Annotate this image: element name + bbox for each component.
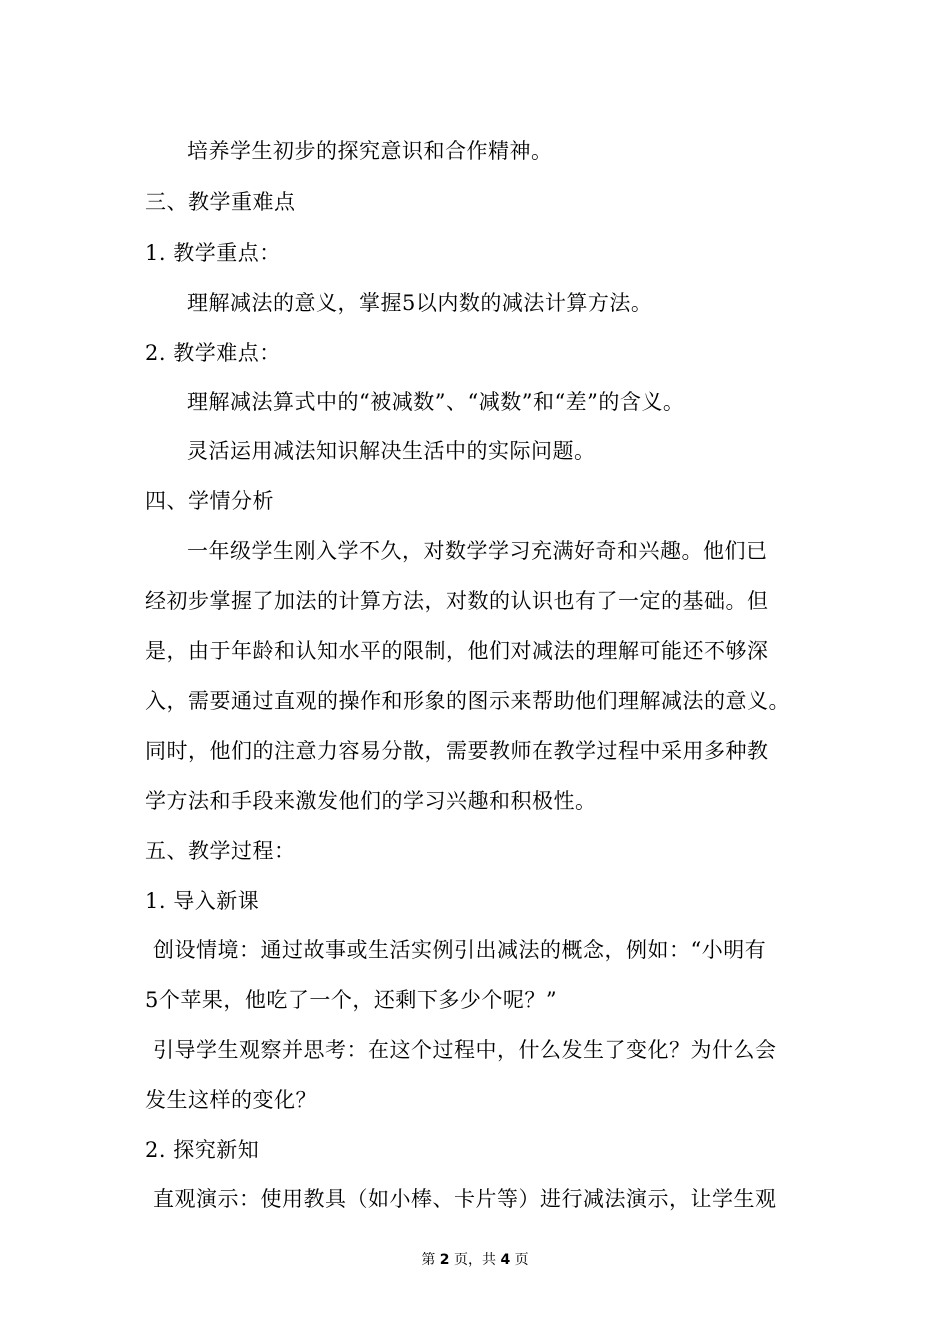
paragraph-line: 理解减法的意义，掌握5以内数的减法计算方法。 bbox=[187, 291, 653, 315]
subsection-heading: 2. 探究新知 bbox=[145, 1138, 260, 1162]
paragraph-line: 直观演示：使用教具（如小棒、卡片等）进行减法演示，让学生观 bbox=[153, 1187, 777, 1211]
current-page-number: 2 bbox=[439, 1252, 450, 1268]
paragraph-line: 同时，他们的注意力容易分散，需要教师在教学过程中采用多种教 bbox=[145, 739, 769, 763]
subsection-heading: 1. 教学重点： bbox=[145, 241, 281, 265]
paragraph-line: 一年级学生刚入学不久，对数学学习充满好奇和兴趣。他们已 bbox=[187, 539, 768, 563]
paragraph-line: 发生这样的变化？ bbox=[145, 1088, 317, 1112]
section-heading: 四、学情分析 bbox=[145, 489, 274, 513]
paragraph-line: 创设情境：通过故事或生活实例引出减法的概念，例如：“小明有 bbox=[153, 938, 767, 962]
paragraph-line: 5个苹果，他吃了一个，还剩下多少个呢？” bbox=[145, 988, 558, 1012]
paragraph-line: 入，需要通过直观的操作和形象的图示来帮助他们理解减法的意义。 bbox=[145, 689, 790, 713]
paragraph-line: 引导学生观察并思考：在这个过程中，什么发生了变化？为什么会 bbox=[153, 1038, 777, 1062]
paragraph-line: 学方法和手段来激发他们的学习兴趣和积极性。 bbox=[145, 789, 597, 813]
paragraph-line: 培养学生初步的探究意识和合作精神。 bbox=[187, 139, 553, 163]
subsection-heading: 1. 导入新课 bbox=[145, 889, 260, 913]
paragraph-line: 是，由于年龄和认知水平的限制，他们对减法的理解可能还不够深 bbox=[145, 639, 769, 663]
section-heading: 三、教学重难点 bbox=[145, 190, 296, 214]
page-footer bbox=[0, 1250, 950, 1270]
paragraph-line: 理解减法算式中的“被减数”、“减数”和“差”的含义。 bbox=[187, 390, 685, 414]
footer-suffix: 页 bbox=[514, 1252, 529, 1268]
footer-mid: 页，共 bbox=[454, 1252, 496, 1268]
section-heading: 五、教学过程： bbox=[145, 839, 296, 863]
footer-prefix: 第 bbox=[421, 1252, 436, 1268]
total-page-count: 4 bbox=[500, 1252, 511, 1268]
paragraph-line: 经初步掌握了加法的计算方法，对数的认识也有了一定的基础。但 bbox=[145, 589, 769, 613]
paragraph-line: 灵活运用减法知识解决生活中的实际问题。 bbox=[187, 439, 596, 463]
subsection-heading: 2. 教学难点： bbox=[145, 341, 281, 365]
